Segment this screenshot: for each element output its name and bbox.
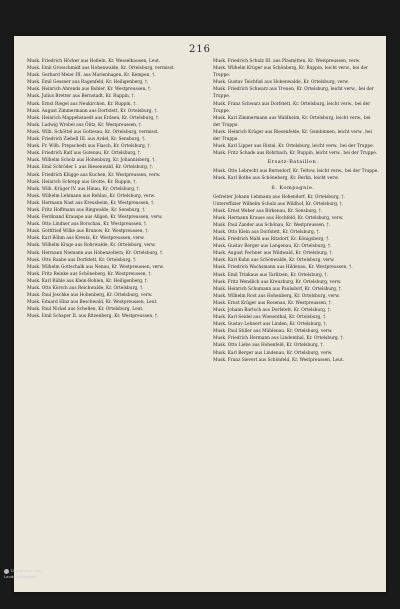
list-entry: Musk. Heinrich Schumann aus Paulsdorf, Kr. Ortelsburg, †. xyxy=(213,286,343,292)
list-entry: Musk. Heinrich Schrepp aus Grotte, Kr. Ruppin, †. xyxy=(27,179,137,185)
list-entry: Musk. Friedrich Schulz III. aus Plasmitten, Kr. Westpreussen, verw. xyxy=(213,59,361,64)
list-entry: Musk. Johann Bartsch aus Dorfstett, Kr. Ortelsburg, †. xyxy=(213,308,332,313)
list-entry: Musk. Friedrich Höcker aus Hoßeln, Kr. Wesselhausen, Leut. xyxy=(27,59,161,64)
list-entry: Musk. Eduard Hinz aus Beschwald, Kr. Westpreussen, Leut. xyxy=(27,300,158,306)
list-entry: Musk. Fritz Schade aus Rohrbach, Kr. Ruppin, leicht verw., bei der Truppe. xyxy=(213,151,378,157)
list-entry: Musk. Wilhelm Rost aus Hohenberg, Kr. Ortelsburg, verw. xyxy=(213,293,340,299)
right-column xyxy=(207,58,379,588)
list-entry: Musk. Emil Trinkaus aus Tarlitzen, Kr. Ortelsburg, †. xyxy=(213,272,328,278)
section-1-list xyxy=(207,168,379,182)
list-entry: Musk. Heinrich Krüger aus Riesenfelde, Kr. Gumbinnen, leicht verw., bei der Truppe. xyxy=(213,129,372,143)
section-heading-company: 6. Kompagnie. xyxy=(271,184,315,191)
list-entry: Musk. Julius Bretter aus Bernstadt, Kr. Ruppin, †. xyxy=(27,94,135,100)
list-entry: Musk. Friedrich Wachsmann aus Hildenau, Kr. Westpreussen, †. xyxy=(213,265,353,271)
list-entry: Musk. Gerhard Meier III. aus Marienhagen, Kr. Kempen, †. xyxy=(27,73,156,79)
list-entry: Musk. Hermann Nast aus Kreusheim, Kr. Westpreussen, †. xyxy=(27,200,155,206)
list-entry: Musk. Paul Zander aus Schönau, Kr. Westpreussen, †. xyxy=(213,222,331,228)
list-entry: Musk. Heinrich Ahrends aus Bohler, Kr. Westpreussen, †. xyxy=(27,87,152,93)
list-entry: Musk. Paul Nickel aus Schellen, Kr. Ortelsburg, Leut. xyxy=(27,307,144,313)
list-entry: Musk. Otto Lebrecht aus Bernsdorf, Kr. Teltow, leicht verw., bei der Truppe. xyxy=(213,169,379,175)
list-entry: Musk. Otto Lindner aus Borschau, Kr. Westpreussen, †. xyxy=(27,222,148,228)
list-entry: Gefreiter Johann Lehmann aus Hohendorf, Kr. Ortelsburg, †. xyxy=(213,194,345,200)
list-entry: Musk. Hermann Niemann aus Hohenzollern, Kr. Ortelsburg, †. xyxy=(27,250,164,256)
list-entry: Musk. Paul Stiller aus Mühlenau, Kr. Ortelsburg, verw. xyxy=(213,329,333,335)
list-entry: Musk. Gustav Berger aus Langenau, Kr. Ortelsburg, †. xyxy=(213,244,332,250)
list-entry: Musk. Friedrich Klügge aus Kuchen, Kr. Westpreussen, verw. xyxy=(27,172,161,178)
list-entry: Musk. Franz Sievert aus Schönfeld, Kr. Westpreussen, Leut. xyxy=(213,357,344,363)
list-entry: Musk. Paul Jeschke aus Hohenberg, Kr. Ortelsburg, verw. xyxy=(27,293,153,299)
list-entry: Musk. Karl Zimmermann aus Waldheim, Kr. Ortelsburg, leicht verw., bei der Truppe. xyxy=(213,115,371,128)
list-entry: Musk. August Fechner aus Wildwald, Kr. Ortelsburg, †. xyxy=(213,251,333,257)
digitization-watermark xyxy=(4,568,74,579)
list-entry: Musk. Karl Bothe aus Schöneberg, Kr. Berlin, leicht verw. xyxy=(213,176,339,182)
list-entry: Musk. Friedrich Ziebell III. aus Ardel, Kr. Sensburg, †. xyxy=(27,137,146,143)
section-2-list xyxy=(207,194,379,364)
list-entry: Musk. Otto Körsch aus Reichwalde, Kr. Ortelsburg, †. xyxy=(27,286,144,291)
list-entry: Musk. Ferdinand Krauspe aus Allgen, Kr. Westpreussen, verw. xyxy=(27,215,163,221)
list-entry: Musk. Wilhelm Lehmann aus Rehlau, Kr. Ortelsburg, verw. xyxy=(27,193,156,199)
list-entry: Musk. Karl Rühle aus Klein-Rohlen, Kr. Heiligenberg, †. xyxy=(27,278,149,284)
list-entry: Musk. Emil Grosschmidt aus Hohenwalde, Kr. Ortelsburg, vermisst. xyxy=(27,66,175,72)
list-entry: Musk. Fritz Hoffmann aus Ringwalde, Kr. Sensburg, †. xyxy=(27,207,146,213)
list-entry: Musk. Wilhelm Krüger aus Schönberg, Kr. Ruppin, leicht verw., bei der Truppe. xyxy=(213,66,368,79)
left-column xyxy=(21,58,193,588)
list-entry: Musk. Gustav Lehnert aus Linden, Kr. Ortelsburg, †. xyxy=(213,322,328,328)
list-entry: Musk. Karl Kuhn aus Schönwalde, Kr. Ortelsburg, verw. xyxy=(213,258,335,264)
list-entry: Musk. Karl Lipper aus Rixtal, Kr. Ortelsburg, leicht verw., bei der Truppe. xyxy=(213,144,374,150)
list-entry: Musk. Friedrich Hermann aus Lindenthal, Kr. Ortelsburg, †. xyxy=(213,336,344,342)
list-entry: Musk. Wilhelm Kluge aus Rohrwalde, Kr. Ortelsburg, verw. xyxy=(27,243,156,249)
list-entry: Musk. Ernst Riegel aus Neukirchen, Kr. Ruppin, †. xyxy=(27,101,137,107)
list-entry: Musk. Gustav Teichfuß aus Hohenwalde, Kr. Ortelsburg, verw. xyxy=(213,80,349,86)
page-number: 216 xyxy=(188,44,212,55)
list-entry: Musk. Heinrich Mappehstaedt aus Erdsen, Kr. Ortelsburg, †. xyxy=(27,115,160,121)
watermark-line-2: Landesbibliothek xyxy=(4,573,37,579)
watermark-line-1: Digitalisiert von xyxy=(11,568,41,573)
list-entry: Musk. Wilhelm Gottschalk aus Nenau, Kr. Westpreussen, verw. xyxy=(27,264,164,270)
list-entry: Musk. Friedrich Mahl aus Ritzdorf, Kr. Königsberg, †. xyxy=(213,237,330,243)
list-entry: Musk. Ernst Weber aus Birkenau, Kr. Sensburg, †. xyxy=(213,208,323,214)
list-entry: Musk. Karl Seidel aus Wiesenthal, Kr. Ortelsburg, †. xyxy=(213,315,327,321)
list-entry: Musk. Fritz Reinke aus Schöneberg, Kr. Westpreussen, †. xyxy=(27,271,152,277)
list-entry: Musk. Fr. Wilh. Prepschedt aus Flasch, Kr. Ortelsburg, †. xyxy=(27,144,152,150)
list-entry: Musk. Wilh. Schöttel aus Gottesau, Kr. Ortelsburg, vermisst. xyxy=(27,129,159,135)
list-entry: Musk. Wilhelm Scholz aus Hohenburg, Kr. Johannisberg, †. xyxy=(27,158,156,164)
list-entry: Unteroffizier Wilhelm Schulz aus Wildhof, Kr. Ortelsburg, †. xyxy=(213,201,344,207)
list-entry: Musk. Karl Berger aus Lindenau, Kr. Ortelsburg, verw. xyxy=(213,350,333,356)
list-entry: Musk. Hermann Krause aus Hochfeld, Kr. Ortelsburg, verw. xyxy=(213,215,344,221)
list-entry: Musk. Franz Schwarz aus Dorfstett, Kr. Ortelsburg, leicht verw., bei der Truppe. xyxy=(213,101,371,114)
list-entry: Musk. Emil Gessner aus Ragenfeld, Kr. Heiligenberg, †. xyxy=(27,80,149,86)
list-entry: Musk. Ernst Krüger aus Rosenau, Kr. Westpreussen, †. xyxy=(213,300,333,306)
list-entry: Musk. Otto Raabe aus Dorfstett, Kr. Ortelsburg, †. xyxy=(27,257,137,263)
list-entry: Musk. Fritz Wendlich aus Kreuzburg, Kr. Ortelsburg, verw. xyxy=(213,279,342,285)
list-entry: Musk. August Zimmermann aus Dorfstett, Kr. Ortelsburg, †. xyxy=(27,108,158,114)
list-entry: Musk. Wilh. Krüger IV. aus Hinau, Kr. Ortelsburg, †. xyxy=(27,186,141,192)
list-entry: Musk. Otto Klein aus Dorfstett, Kr. Ortelsburg, †. xyxy=(213,229,321,235)
section-heading-ersatz: Ersatz-Bataillon. xyxy=(267,159,319,166)
list-entry: Musk. Otto Liebe aus Hohenfeld, Kr. Ortelsburg, †. xyxy=(213,343,324,349)
list-entry: Musk. Karl Böhm aus Kreutz, Kr. Westpreussen, verw. xyxy=(27,236,145,242)
list-entry: Musk. Ludwig Wrobel aus Ölitz, Kr. Westpreussen, †. xyxy=(27,122,143,128)
list-entry: Musk. Emil Schröder I. aus Riesenwald, Kr. Ortelsburg, †. xyxy=(27,165,154,171)
list-entry: Musk. Friedrich Ralf aus Gutenau, Kr. Ortelsburg, †. xyxy=(27,151,142,157)
right-column-top-list xyxy=(207,58,379,157)
list-entry: Musk. Emil Schaper II. aus Ritzenberg, Kr. Westpreussen, †. xyxy=(27,314,159,320)
list-entry: Musk. Friedrich Schwarz aus Treuen, Kr. Ortelsburg, leicht verw., bei der Truppe. xyxy=(213,87,374,100)
list-entry: Musk. Gottfried Wilke aus Brunow, Kr. Westpreussen, †. xyxy=(27,229,149,235)
document-page xyxy=(14,36,386,592)
